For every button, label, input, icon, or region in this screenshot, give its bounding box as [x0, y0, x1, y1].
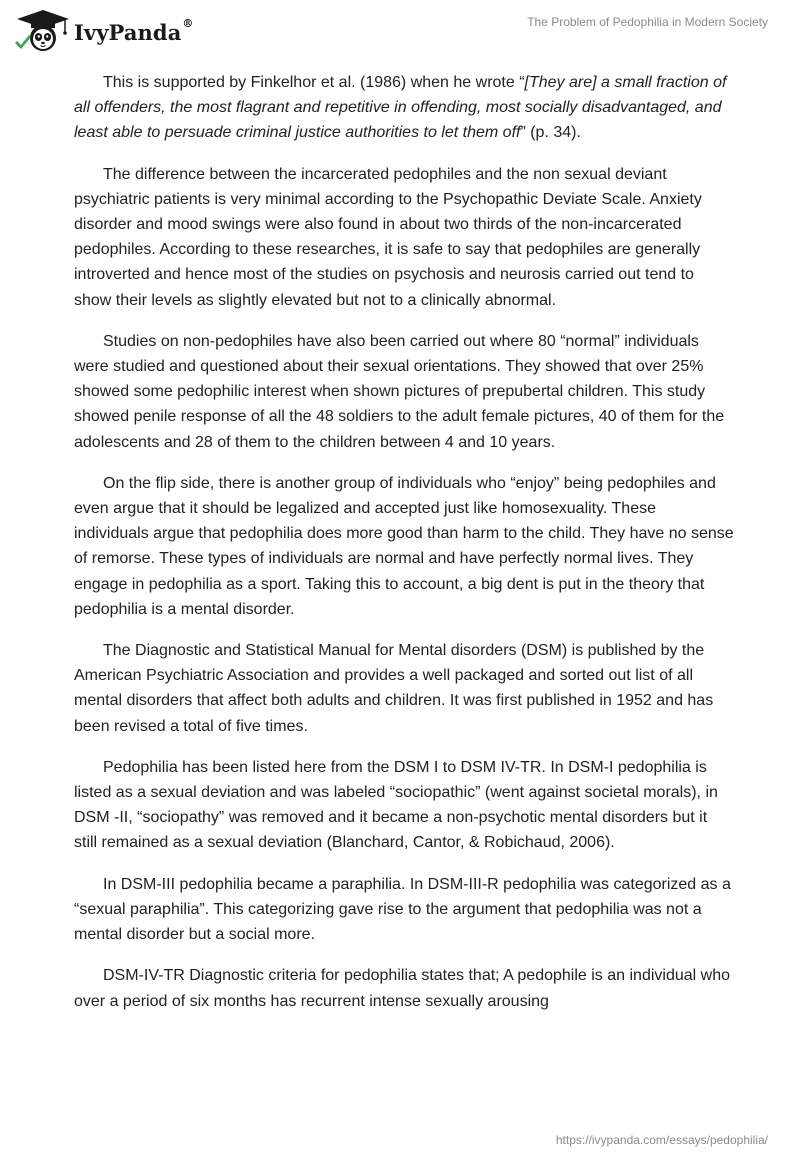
logo-text: IvyPanda — [74, 19, 182, 45]
registered-mark: ® — [182, 16, 194, 30]
paragraph-text: This is supported by Finkelhor et al. (1986) when he wrote “ — [103, 74, 525, 91]
paragraph: In DSM-III pedophilia became a paraphilia. In DSM-III-R pedophilia was categorized as a “sexual paraphilia”. This categorizing gave rise to the argument that pedophilia was not a mental disorder but a social more. — [74, 875, 731, 944]
document-title: The Problem of Pedophilia in Modern Society — [527, 15, 768, 29]
paragraph: Studies on non-pedophiles have also been carried out where 80 “normal” individuals were studied and questioned about their sexual orientations. They showed that over 25% showed some pedophilic interest when shown pictures of prepubertal children. This study showed penile response of all the 48 soldiers to the adult female pictures, 40 of them for the adolescents and 28 of them to the children between 4 and 10 years. — [74, 332, 725, 451]
paragraph-text: ” (p. 34). — [520, 124, 581, 142]
paragraph: Pedophilia has been listed here from the DSM I to DSM IV-TR. In DSM-I pedophilia is listed as a sexual deviation and was labeled “sociopathic” (went against societal morals), in DSM -II, “sociopathy” was removed and it became a non-psychotic mental disorders but it still remained as a sexual deviation (Blanchard, Cantor, & Robichaud, 2006). — [74, 758, 718, 852]
logo-wordmark — [74, 16, 194, 45]
paragraph: The difference between the incarcerated pedophiles and the non sexual deviant psychiatric patients is very minimal according to the Psychopathic Deviate Scale. Anxiety disorder and mood swings were also found in about two thirds of the non-incarcerated pedophiles. According to these researches, it is safe to say that pedophiles are generally introverted and hence most of the studies on psychosis and neurosis carried out tend to show their levels as slightly elevated but not to a clinically abnormal. — [74, 165, 702, 309]
paragraph: DSM-IV-TR Diagnostic criteria for pedophilia states that; A pedophile is an individual who over a period of six months has recurrent intense sexually arousing — [74, 967, 730, 1010]
source-url[interactable]: https://ivypanda.com/essays/pedophilia/ — [555, 1133, 768, 1147]
paragraph: On the flip side, there is another group of individuals who “enjoy” being pedophiles and even argue that it should be legalized and accepted just like homosexuality. These individuals argue that pedophilia does more good than harm to the child. They have no sense of remorse. These types of individuals are normal and have perfectly normal lives. They engage in pedophilia as a sport. Taking this to account, a big dent is put in the theory that pedophilia is a mental disorder. — [74, 474, 734, 618]
ivypanda-logo[interactable] — [14, 8, 194, 54]
panda-graduate-icon — [14, 8, 72, 54]
essay-body — [74, 70, 734, 1030]
paragraph: The Diagnostic and Statistical Manual for Mental disorders (DSM) is published by the American Psychiatric Association and provides a well packaged and sorted out list of all mental disorders that affect both adults and children. It was first published in 1952 and has been revised a total of five times. — [74, 642, 714, 735]
page-header — [0, 0, 800, 66]
quoted-text: [They are] a small fraction of all offenders, the most flagrant and repetitive in offending, most socially disadvantaged, and least able to persuade criminal justice authorities to let them off — [74, 74, 727, 142]
paragraph — [74, 70, 734, 146]
